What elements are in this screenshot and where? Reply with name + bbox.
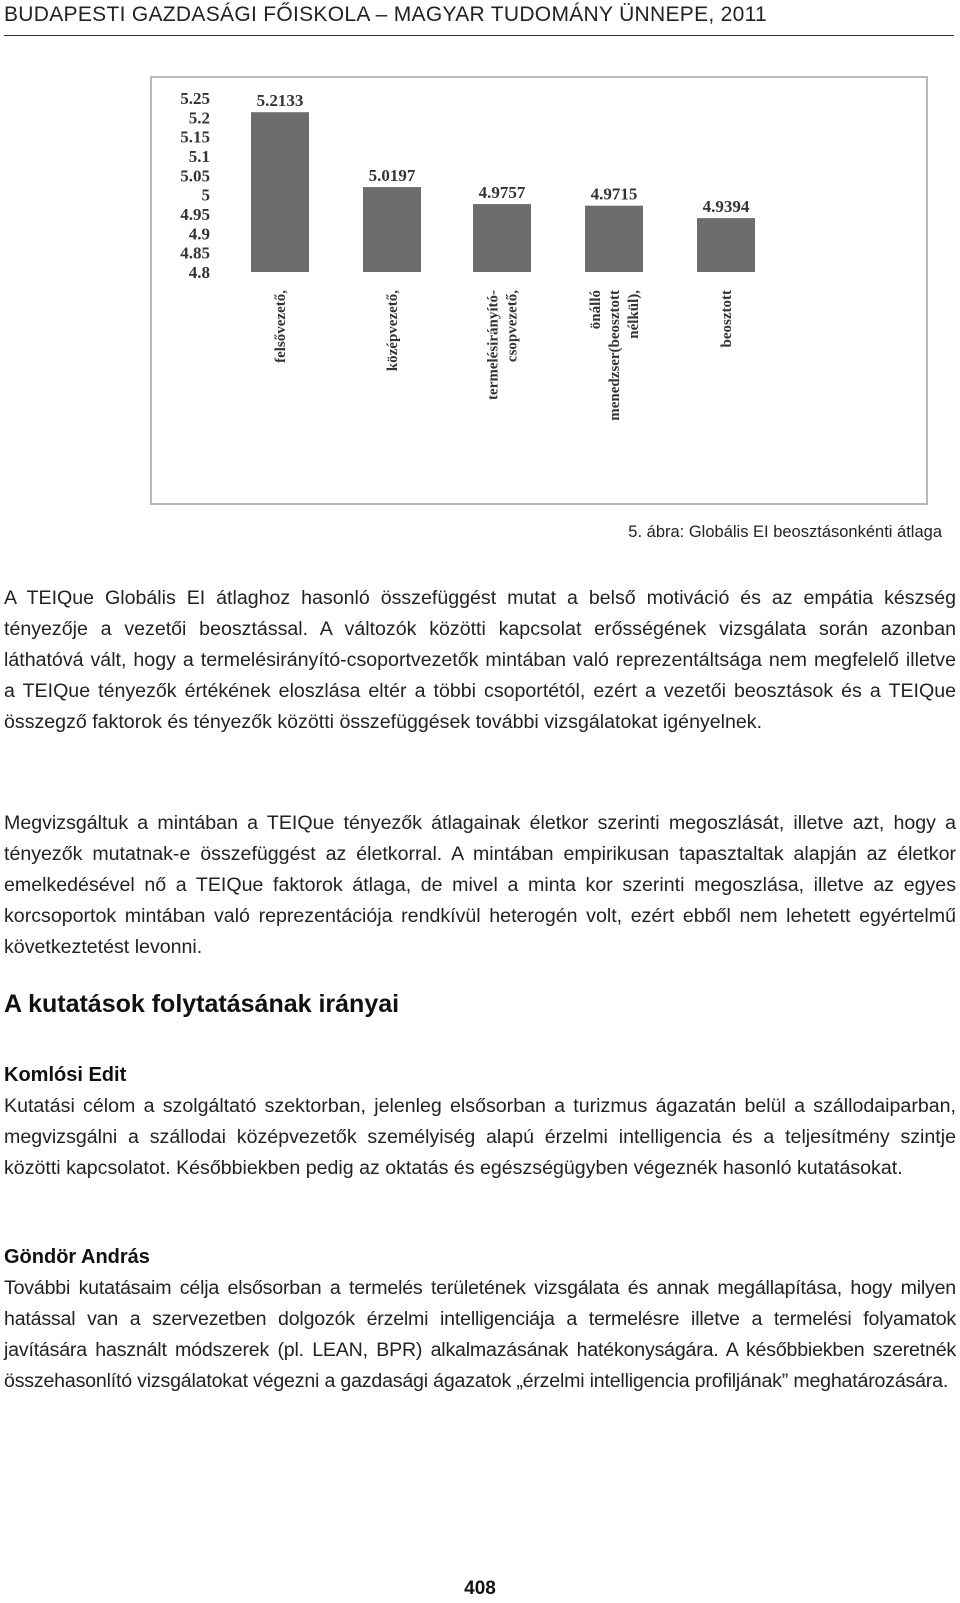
category-label-line: nélkül), xyxy=(626,290,642,339)
section-heading: A kutatások folytatásának irányai xyxy=(4,990,400,1018)
category-label xyxy=(273,290,289,363)
bar xyxy=(473,204,531,272)
author-name: Komlósi Edit xyxy=(4,1064,127,1086)
y-tick-label: 4.9 xyxy=(188,224,210,244)
figure-caption: 5. ábra: Globális EI beosztásonkénti átlaga xyxy=(628,523,942,541)
paragraph-teique-motivation: A TEIQue Globális EI átlaghoz hasonló összefüggést mutat a belső motiváció és az empátia készség tényezője a vezetői beosztással. A változók közötti kapcsolat erősségének vizsgálata során azonban láthatóvá vált, hogy a termelésirányító-csoportvezetők mintában való reprezentáltsága nem megfelelő illetve a TEIQue tényezők értékének eloszlása eltér a többi csoportétól, ezért a vezetői beosztások és a TEIQue összegző faktorok és tényezők közötti összefüggések további vizsgálatokat igényelnek. xyxy=(4,587,956,733)
data-label: 5.0197 xyxy=(368,166,416,186)
running-header: BUDAPESTI GAZDASÁGI FŐISKOLA – MAGYAR TUDOMÁNY ÜNNEPE, 2011 xyxy=(4,3,954,36)
category-label xyxy=(385,290,401,371)
paragraph-komlosi: Kutatási célom a szolgáltató szektorban, jelenleg elsősorban a turizmus ágazatán belül a szállodaiparban, megvizsgálni a szállodai középvezetők személyiség alapú érzelmi intelligencia és a teljesítmény szintje közötti kapcsolatot. Későbbiekben pedig az oktatás és egészségügyben végeznék hasonló kutatásokat. xyxy=(4,1095,956,1179)
y-tick-label: 5.15 xyxy=(180,127,210,147)
y-tick-label: 4.95 xyxy=(180,205,210,224)
category-label xyxy=(719,290,735,347)
y-tick-label: 5.2 xyxy=(188,108,210,128)
paragraph-gondor: További kutatásaim célja elsősorban a termelés területének vizsgálata és annak megállapítása, hogy milyen hatással van a szervezetben dolgozók érzelmi intelligenciája a termelésre illetve a termelési folyamatok javítására használt módszerek (pl. LEAN, BPR) alkalmazásának hatékonyságára. A későbbiekben szeretnék összehasonlító vizsgálatokat végezni a gazdasági ágazatok „érzelmi intelligencia profiljának” meghatározására. xyxy=(4,1277,956,1392)
category-label xyxy=(588,290,642,421)
y-tick-label: 5.1 xyxy=(188,147,210,166)
category-label-line: menedzser(beosztott xyxy=(607,290,623,421)
y-tick-label: 4.8 xyxy=(188,263,210,282)
bar-chart xyxy=(150,76,928,505)
category-label xyxy=(486,290,521,400)
category-label-line: termelésirányító- xyxy=(485,290,502,400)
bar xyxy=(251,112,309,272)
category-label-line: beosztott xyxy=(719,290,735,348)
bar xyxy=(585,206,643,272)
paragraph-age-distribution: Megvizsgáltuk a mintában a TEIQue tényezők átlagainak életkor szerinti megoszlását, illetve azt, hogy a tényezők mutatnak-e összefüggést az életkorral. A mintában empirikusan tapasztaltak alapján az életkor emelkedésével nő a TEIQue faktorok átlaga, de mivel a minta kor szerinti megoszlása, illetve az egyes korcsoportok mintában való reprezentációja rendkívül heterogén volt, ezért ebből nem lehetett egyértelmű következtetést levonni. xyxy=(4,812,956,958)
data-label: 4.9394 xyxy=(702,197,750,217)
author-name: Göndör András xyxy=(4,1246,150,1268)
category-label-line: önálló xyxy=(588,290,604,330)
bar xyxy=(363,187,421,272)
y-tick-label: 5.25 xyxy=(180,89,210,108)
chart-svg xyxy=(152,78,926,503)
category-label-line: középvezető, xyxy=(385,290,401,372)
data-label: 4.9715 xyxy=(590,184,638,204)
y-tick-label: 5.05 xyxy=(180,166,210,186)
y-tick-label: 5 xyxy=(201,185,210,205)
page-number: 408 xyxy=(464,1578,496,1599)
data-label: 5.2133 xyxy=(256,91,304,111)
bar xyxy=(697,218,755,272)
y-tick-label: 4.85 xyxy=(180,243,210,263)
category-label-line: felsővezető, xyxy=(273,290,289,363)
data-label: 4.9757 xyxy=(478,183,526,203)
category-label-line: csopvezető, xyxy=(504,290,521,363)
